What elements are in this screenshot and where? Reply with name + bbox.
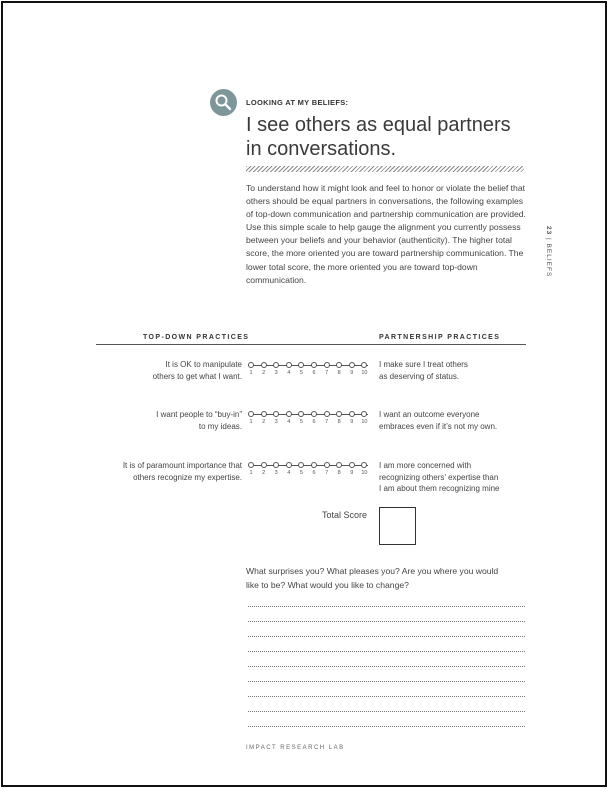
scale-number: 6 — [312, 470, 316, 476]
magnifier-icon — [210, 89, 237, 116]
scale-point[interactable] — [311, 411, 317, 417]
practice-text: I am more concerned with — [379, 461, 472, 470]
scale-number: 5 — [299, 370, 303, 376]
scale-point[interactable] — [261, 462, 267, 468]
rating-scale-3[interactable] — [248, 462, 373, 484]
scale-point[interactable] — [248, 462, 254, 468]
scale-point[interactable] — [336, 411, 342, 417]
scale-point[interactable] — [361, 362, 367, 368]
rating-scale-1[interactable] — [248, 362, 373, 384]
practice-text: embraces even if it’s not my own. — [379, 421, 498, 431]
reflection-question — [246, 565, 526, 592]
question-line: What surprises you? What pleases you? Are you where you would — [246, 566, 499, 576]
partnership-practice-2 — [379, 409, 529, 432]
scale-number: 9 — [350, 419, 354, 425]
scale-point[interactable] — [324, 362, 330, 368]
scale-number: 7 — [325, 370, 329, 376]
scale-number: 8 — [337, 419, 341, 425]
answer-line[interactable] — [248, 636, 525, 637]
scale-number: 3 — [274, 419, 278, 425]
title-line-1: I see others as equal partners — [246, 114, 511, 136]
side-tab — [542, 226, 554, 276]
practice-text: I want people to “buy-in” — [156, 410, 242, 419]
column-header-top-down: TOP-DOWN PRACTICES — [143, 334, 250, 341]
scale-number: 1 — [249, 419, 253, 425]
header-rule — [96, 344, 526, 345]
scale-point[interactable] — [298, 411, 304, 417]
scale-number: 2 — [262, 419, 266, 425]
answer-line[interactable] — [248, 666, 525, 667]
scale-number: 7 — [325, 470, 329, 476]
scale-point[interactable] — [286, 462, 292, 468]
practice-text: I make sure I treat others — [379, 360, 468, 369]
scale-number: 9 — [350, 370, 354, 376]
scale-number: 1 — [249, 470, 253, 476]
scale-number: 7 — [325, 419, 329, 425]
total-score-label: Total Score — [322, 510, 368, 520]
scale-number: 10 — [361, 470, 368, 476]
scale-number: 3 — [274, 470, 278, 476]
scale-number: 8 — [337, 370, 341, 376]
answer-line[interactable] — [248, 621, 525, 622]
scale-number: 1 — [249, 370, 253, 376]
scale-point[interactable] — [361, 411, 367, 417]
scale-point[interactable] — [311, 462, 317, 468]
scale-number: 9 — [350, 470, 354, 476]
scale-number: 3 — [274, 370, 278, 376]
question-line: like to be? What would you like to change? — [246, 579, 409, 590]
scale-point[interactable] — [261, 362, 267, 368]
scale-point[interactable] — [361, 462, 367, 468]
scale-number: 6 — [312, 419, 316, 425]
practice-text: as deserving of status. — [379, 371, 460, 381]
scale-point[interactable] — [248, 362, 254, 368]
hatch-divider — [246, 166, 524, 172]
scale-number: 5 — [299, 470, 303, 476]
section-name: BELIEFS — [545, 243, 552, 278]
practice-text: I want an outcome everyone — [379, 410, 480, 419]
intro-paragraph: To understand how it might look and feel to honor or violate the belief that others should be equal partners in conversations, the following examples of top-down communication and partnership communication are provided. Use this simple scale to help gauge the alignment you currently possess between your beliefs and your behavior (authenticity). The higher total score, the more oriented you are toward partnership communication. The lower total score, the more oriented you are toward top-down communication. — [246, 183, 526, 285]
answer-line[interactable] — [248, 681, 525, 682]
scale-number: 6 — [312, 370, 316, 376]
scale-point[interactable] — [286, 362, 292, 368]
column-header-partnership: PARTNERSHIP PRACTICES — [379, 334, 501, 341]
scale-number: 4 — [287, 419, 291, 425]
scale-number: 2 — [262, 470, 266, 476]
scale-number: 4 — [287, 370, 291, 376]
practice-text: It is OK to manipulate — [165, 360, 242, 369]
title-line-2: in conversations. — [246, 138, 397, 160]
side-tab-text: 23 | BELIEFS — [545, 226, 552, 278]
scale-point[interactable] — [298, 462, 304, 468]
practice-text: to my ideas. — [198, 421, 242, 431]
answer-line[interactable] — [248, 606, 525, 607]
scale-point[interactable] — [298, 362, 304, 368]
scale-point[interactable] — [273, 462, 279, 468]
scale-number: 10 — [361, 419, 368, 425]
scale-point[interactable] — [336, 462, 342, 468]
partnership-practice-1 — [379, 359, 529, 382]
page-title — [246, 113, 536, 161]
practice-text: I am about them recognizing mine — [379, 484, 500, 493]
total-score-box[interactable] — [379, 507, 416, 545]
scale-point[interactable] — [349, 362, 355, 368]
scale-number: 5 — [299, 419, 303, 425]
scale-point[interactable] — [273, 411, 279, 417]
answer-line[interactable] — [248, 696, 525, 697]
practice-text: others to get what I want. — [152, 371, 242, 381]
scale-point[interactable] — [349, 462, 355, 468]
scale-number: 4 — [287, 470, 291, 476]
section-kicker: LOOKING AT MY BELIEFS: — [246, 98, 349, 107]
answer-line[interactable] — [248, 651, 525, 652]
top-down-practice-1 — [98, 359, 242, 382]
scale-number: 2 — [262, 370, 266, 376]
scale-point[interactable] — [324, 462, 330, 468]
practice-text: recognizing others’ expertise than — [379, 472, 499, 482]
practice-text: others recognize my expertise. — [133, 472, 242, 482]
scale-point[interactable] — [286, 411, 292, 417]
practice-text: It is of paramount importance that — [122, 461, 242, 470]
partnership-practice-3 — [379, 460, 529, 495]
scale-point[interactable] — [349, 411, 355, 417]
top-down-practice-2 — [98, 409, 242, 432]
scale-point[interactable] — [261, 411, 267, 417]
scale-point[interactable] — [273, 362, 279, 368]
top-down-practice-3 — [98, 460, 242, 483]
scale-point[interactable] — [311, 362, 317, 368]
page-number: 23 — [545, 226, 552, 236]
answer-line[interactable] — [248, 726, 525, 727]
answer-line[interactable] — [248, 711, 525, 712]
scale-point[interactable] — [336, 362, 342, 368]
scale-number: 10 — [361, 370, 368, 376]
scale-number: 8 — [337, 470, 341, 476]
scale-point[interactable] — [324, 411, 330, 417]
scale-point[interactable] — [248, 411, 254, 417]
footer-label: IMPACT RESEARCH LAB — [246, 745, 345, 751]
rating-scale-2[interactable] — [248, 411, 373, 433]
